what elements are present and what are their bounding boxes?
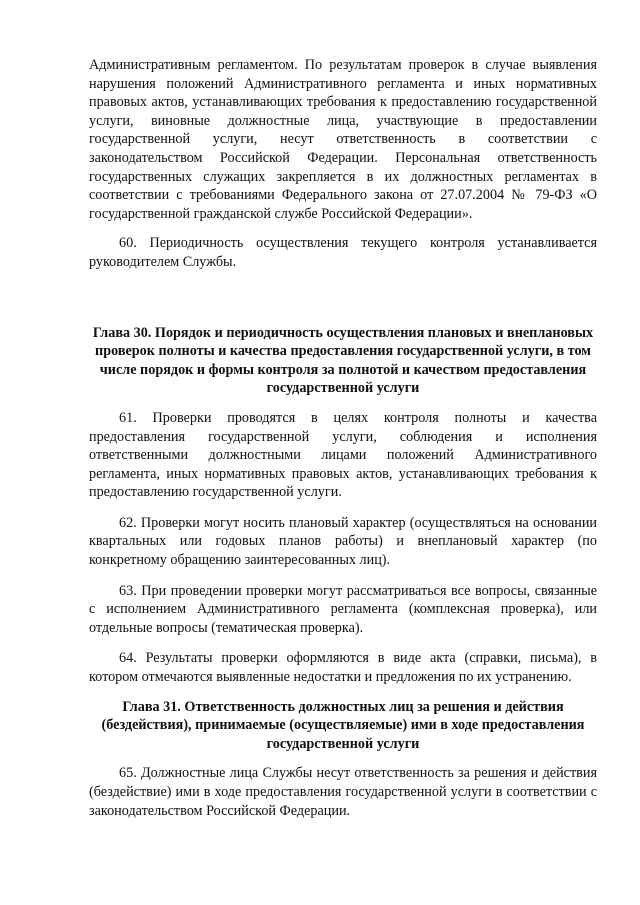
paragraph-62: 62. Проверки могут носить плановый характер (осуществляться на основании квартальных или годовых планов работы) и внеплановый характер (по конкретному обращению заинтересованных лиц). [89,514,597,569]
chapter-30-heading: Глава 30. Порядок и периодичность осуществления плановых и внеплановых проверок полноты и качества предоставления государственной услуги, в том числе порядок и формы контроля за полнотой и качеством предоставления государственной услуги [92,324,594,397]
paragraph-64: 64. Результаты проверки оформляются в виде акта (справки, письма), в котором отмечаются выявленные недостатки и предложения по их устранению. [89,650,597,686]
document-body [89,56,597,820]
paragraph-63: 63. При проведении проверки могут рассматриваться все вопросы, связанные с исполнением Административного регламента (комплексная проверка), или отдельные вопросы (тематическая проверка). [89,582,597,636]
paragraph-61: 61. Проверки проводятся в целях контроля полноты и качества предоставления государственной услуги, соблюдения и исполнения ответственными должностными лицами положений Административного регламента, иных нормативных правовых актов, устанавливающих требования к предоставлению государственной услуги. [89,409,597,501]
paragraph-60: 60. Периодичность осуществления текущего контроля устанавливается руководителем Службы. [89,235,597,270]
paragraph-65: 65. Должностные лица Службы несут ответственность за решения и действия (бездействие) ими в ходе предоставления государственной услуги в соответствии с законодательством Российской Федерации. [89,765,597,819]
paragraph-intro: Административным регламентом. По результатам проверок в случае выявления нарушения положений Административного регламента и иных нормативных правовых актов, устанавливающих требования к предоставлению государственной услуги, виновные должностные лица, участвующие в предоставлении государственной услуги, несут ответственность в соответствии с законодательством Российской Федерации. Персональная ответственность государственных служащих закрепляется в их должностных регламентах в соответствии с требованиями Федерального закона от 27.07.2004 № 79-ФЗ «О государственной гражданской службе Российской Федерации». [89,57,597,222]
chapter-31-heading: Глава 31. Ответственность должностных лиц за решения и действия (бездействия), принимаемые (осуществляемые) ими в ходе предоставления государственной услуги [101,698,585,752]
